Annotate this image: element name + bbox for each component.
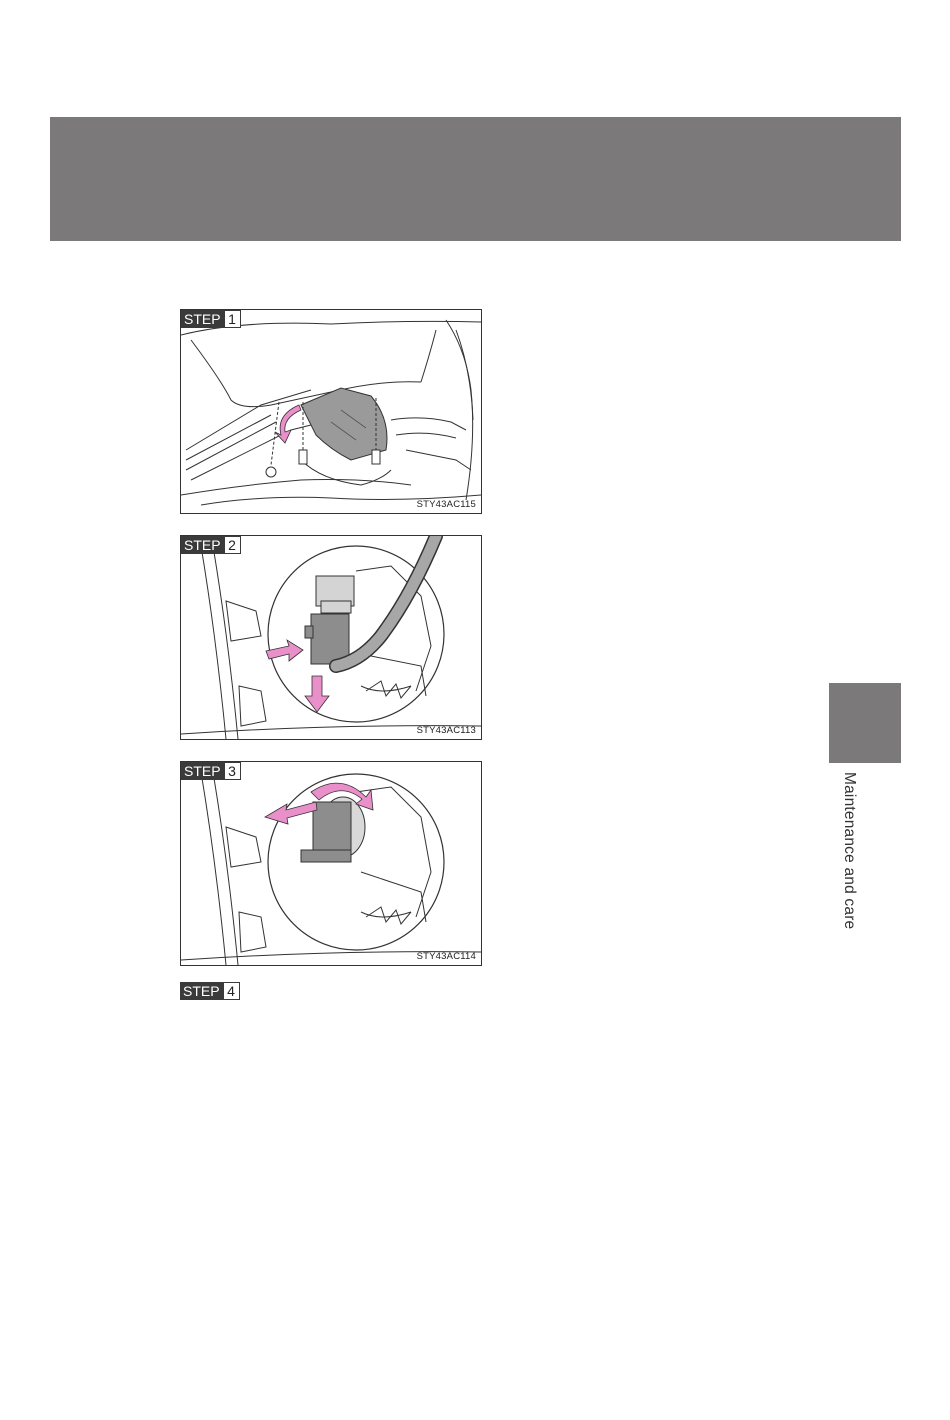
figure-step-3 [180, 761, 482, 966]
step-badge [181, 536, 241, 554]
bulb-removal-illustration [181, 762, 481, 965]
step-4-badge [180, 982, 240, 1000]
chapter-tab-label: Maintenance and care [841, 772, 858, 930]
step-badge-number: 4 [223, 982, 240, 1000]
figure-code: STY43AC115 [416, 499, 476, 510]
step-badge-number: 2 [224, 536, 241, 554]
figure-code: STY43AC113 [416, 725, 476, 736]
chapter-tab [829, 683, 901, 763]
step-badge-label: STEP [181, 536, 224, 554]
figure-step-1 [180, 309, 482, 514]
step-badge [181, 762, 241, 780]
undercover-removal-illustration [181, 310, 481, 513]
figure-step-2 [180, 535, 482, 740]
connector-disconnect-illustration [181, 536, 481, 739]
figure-code: STY43AC114 [416, 951, 476, 962]
step-badge-label: STEP [180, 982, 223, 1000]
step-badge-label: STEP [181, 310, 224, 328]
step-badge-number: 3 [224, 762, 241, 780]
step-badge-number: 1 [224, 310, 241, 328]
step-badge-label: STEP [181, 762, 224, 780]
section-header-bar [50, 117, 901, 241]
step-badge [181, 310, 241, 328]
